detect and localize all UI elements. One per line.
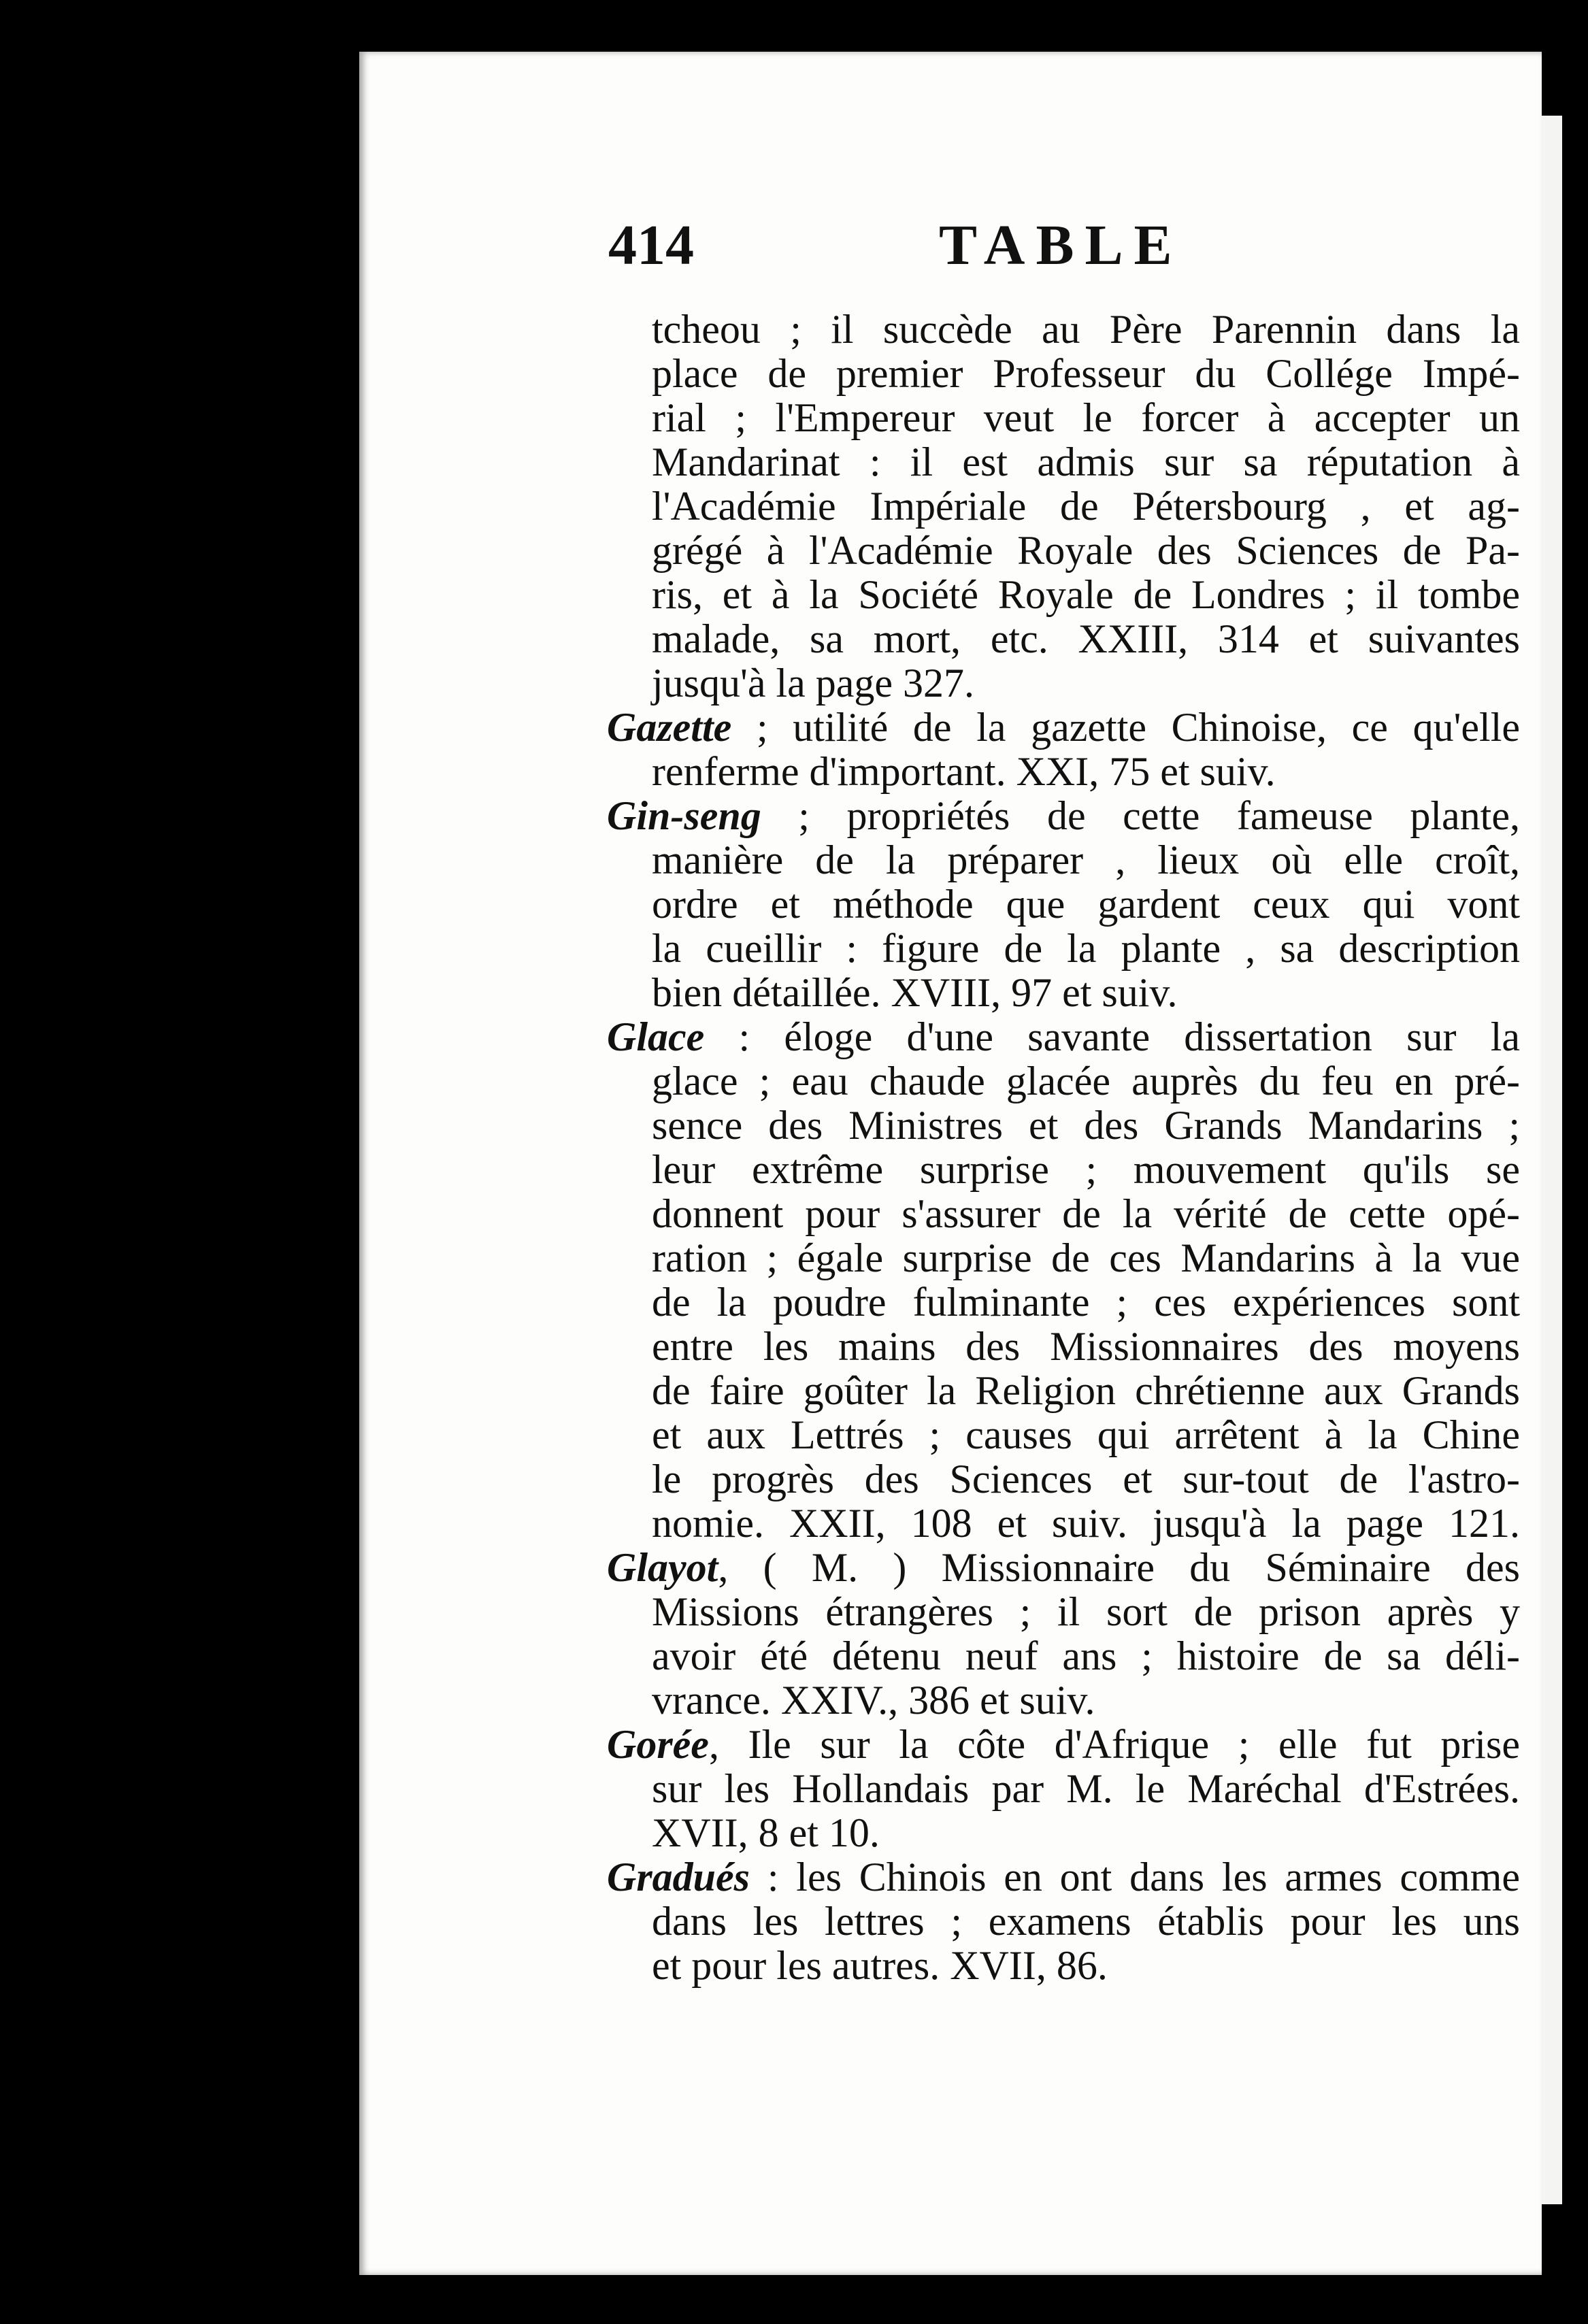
index-text-line [607,1678,1520,1723]
line-text: l'Académie Impériale de Pétersbourg , et ag- [652,484,1520,529]
line-text: dans les lettres ; examens établis pour les uns [652,1899,1520,1944]
index-text-line [607,661,1520,706]
line-text: bien détaillée. XVIII, 97 et suiv. [652,970,1178,1015]
index-text-line [607,308,1520,352]
index-text-line [607,927,1520,971]
index-entry-first-line [607,1015,1520,1059]
line-text: de faire goûter la Religion chrétienne aux Grands [652,1368,1520,1413]
index-entry-first-line [607,1855,1520,1899]
line-text: ris, et à la Société Royale de Londres ; il tombe [652,572,1520,617]
index-text-line [607,750,1520,794]
index-entry-first-line [607,1723,1520,1767]
index-text-line [607,1457,1520,1501]
line-text: , ( M. ) Missionnaire du Séminaire des [718,1545,1520,1590]
line-text: renferme d'important. XXI, 75 et suiv. [652,749,1276,794]
line-text: donnent pour s'assurer de la vérité de cette opé- [652,1191,1520,1236]
line-text: malade, sa mort, etc. XXIII, 314 et suivantes [652,616,1520,661]
line-text: et pour les autres. XVII, 86. [652,1943,1108,1988]
line-text: ration ; égale surprise de ces Mandarins à la vue [652,1235,1520,1280]
index-text-line [607,1325,1520,1369]
line-text: tcheou ; il succède au Père Parennin dans la [652,307,1520,352]
index-text-line [607,1103,1520,1148]
entry-headword: Gazette [607,705,732,750]
index-text-line [607,1059,1520,1103]
page-number: 414 [608,214,694,277]
line-text: et aux Lettrés ; causes qui arrêtent à la Chine [652,1412,1520,1457]
index-text-line [607,1236,1520,1280]
adjacent-page-edge [1542,116,1562,2204]
line-text: nomie. XXII, 108 et suiv. jusqu'à la page 121. [652,1501,1520,1546]
line-text: glace ; eau chaude glacée auprès du feu en pré- [652,1059,1520,1103]
line-text: Missions étrangères ; il sort de prison après y [652,1589,1520,1634]
index-text-line [607,1501,1520,1546]
index-text-line [607,1413,1520,1457]
line-text: leur extrême surprise ; mouvement qu'ils se [652,1147,1520,1192]
line-text: Mandarinat : il est admis sur sa réputation à [652,439,1520,484]
line-text: sence des Ministres et des Grands Mandarins ; [652,1103,1520,1148]
index-text-line [607,617,1520,661]
index-text-line [607,573,1520,617]
index-text-line [607,971,1520,1015]
entry-headword: Gin-seng [607,793,761,838]
line-text: de la poudre fulminante ; ces expériences sont [652,1280,1520,1325]
index-text-line [607,1369,1520,1413]
index-text-line [607,882,1520,927]
index-text-line [607,1899,1520,1944]
line-text: ; utilité de la gazette Chinoise, ce qu'elle [731,705,1520,750]
index-text-line [607,838,1520,882]
entry-headword: Gorée [607,1722,709,1767]
line-text: , Ile sur la côte d'Afrique ; elle fut prise [708,1722,1520,1767]
line-text: rial ; l'Empereur veut le forcer à accepter un [652,395,1520,440]
line-text: : les Chinois en ont dans les armes comme [750,1855,1520,1899]
index-text-line [607,1192,1520,1236]
entry-headword: Glace [607,1014,705,1059]
book-page [359,52,1542,2275]
index-entry-first-line [607,794,1520,838]
index-text [607,308,1520,1988]
line-text: : éloge d'une savante dissertation sur la [704,1014,1520,1059]
line-text: manière de la préparer , lieux où elle croît, [652,837,1520,882]
line-text: XVII, 8 et 10. [652,1810,880,1855]
running-title: TABLE [939,214,1183,277]
index-text-line [607,1634,1520,1678]
line-text: ordre et méthode que gardent ceux qui vont [652,882,1520,927]
line-text: la cueillir : figure de la plante , sa description [652,926,1520,971]
index-text-line [607,352,1520,396]
index-text-line [607,1148,1520,1192]
entry-headword: Gradués [607,1855,750,1899]
index-entry-first-line [607,706,1520,750]
entry-headword: Glayot [607,1545,718,1590]
line-text: le progrès des Sciences et sur-tout de l'astro- [652,1457,1520,1501]
index-text-line [607,1767,1520,1811]
page-header [608,212,1506,294]
index-text-line [607,529,1520,573]
line-text: avoir été détenu neuf ans ; histoire de sa déli- [652,1633,1520,1678]
index-text-line [607,1944,1520,1988]
index-text-line [607,396,1520,440]
index-text-line [607,440,1520,484]
line-text: ; propriétés de cette fameuse plante, [761,793,1520,838]
line-text: grégé à l'Académie Royale des Sciences de Pa- [652,528,1520,573]
index-text-line [607,1280,1520,1325]
line-text: jusqu'à la page 327. [652,661,975,706]
line-text: vrance. XXIV., 386 et suiv. [652,1678,1095,1723]
line-text: sur les Hollandais par M. le Maréchal d'Estrées. [652,1766,1520,1811]
line-text: entre les mains des Missionnaires des moyens [652,1324,1520,1369]
index-text-line [607,1811,1520,1855]
index-text-line [607,1590,1520,1634]
index-entry-first-line [607,1546,1520,1590]
index-text-line [607,484,1520,529]
line-text: place de premier Professeur du Collége Impé- [652,351,1520,396]
